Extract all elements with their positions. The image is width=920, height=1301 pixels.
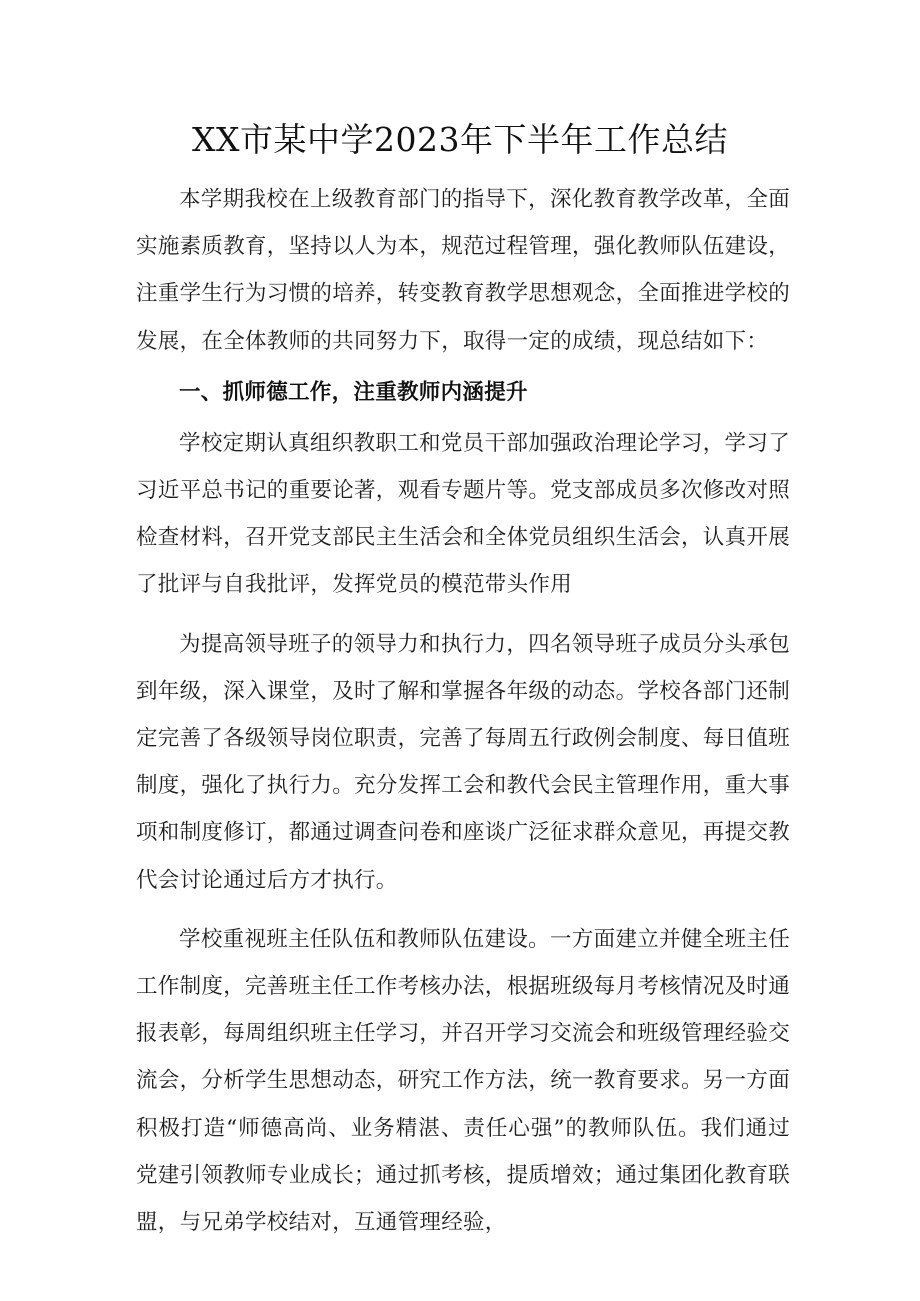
document-body — [136, 176, 790, 1246]
document-title: XX市某中学2023年下半年工作总结 — [192, 120, 728, 159]
section-heading-1: 一、抓师德工作，注重教师内涵提升 — [179, 379, 528, 405]
section-1-paragraph-2: 为提高领导班子的领导力和执行力，四名领导班子成员分头承包到年级，深入课堂，及时了解和掌握各年级的动态。学校各部门还制定完善了各级领导岗位职责，完善了每周五行政例会制度、每日值班制度，强化了执行力。充分发挥工会和教代会民主管理作用，重大事项和制度修订，都通过调查问卷和座谈广泛征求群众意见，再提交教代会讨论通过后方才执行。 — [136, 631, 791, 893]
section-1-paragraph-3: 学校重视班主任队伍和教师队伍建设。一方面建立并健全班主任工作制度，完善班主任工作考核办法，根据班级每月考核情况及时通报表彰，每周组织班主任学习，并召开学习交流会和班级管理经验交流会，分析学生思想动态，研究工作方法，统一教育要求。另一方面积极打造“师德高尚、业务精湛、责任心强”的教师队伍。我们通过党建引领教师专业成长；通过抓考核，提质增效；通过集团化教育联盟，与兄弟学校结对，互通管理经验， — [136, 926, 791, 1236]
intro-paragraph: 本学期我校在上级教育部门的指导下，深化教育教学改革，全面实施素质教育，坚持以人为本，规范过程管理，强化教师队伍建设，注重学生行为习惯的培养，转变教育教学思想观念，全面推进学校的发展，在全体教师的共同努力下，取得一定的成绩，现总结如下： — [136, 187, 791, 354]
section-1-paragraph-1: 学校定期认真组织教职工和党员干部加强政治理论学习，学习了习近平总书记的重要论著，观看专题片等。党支部成员多次修改对照检查材料，召开党支部民主生活会和全体党员组织生活会，认真开展了批评与自我批评，发挥党员的模范带头作用 — [136, 430, 791, 598]
